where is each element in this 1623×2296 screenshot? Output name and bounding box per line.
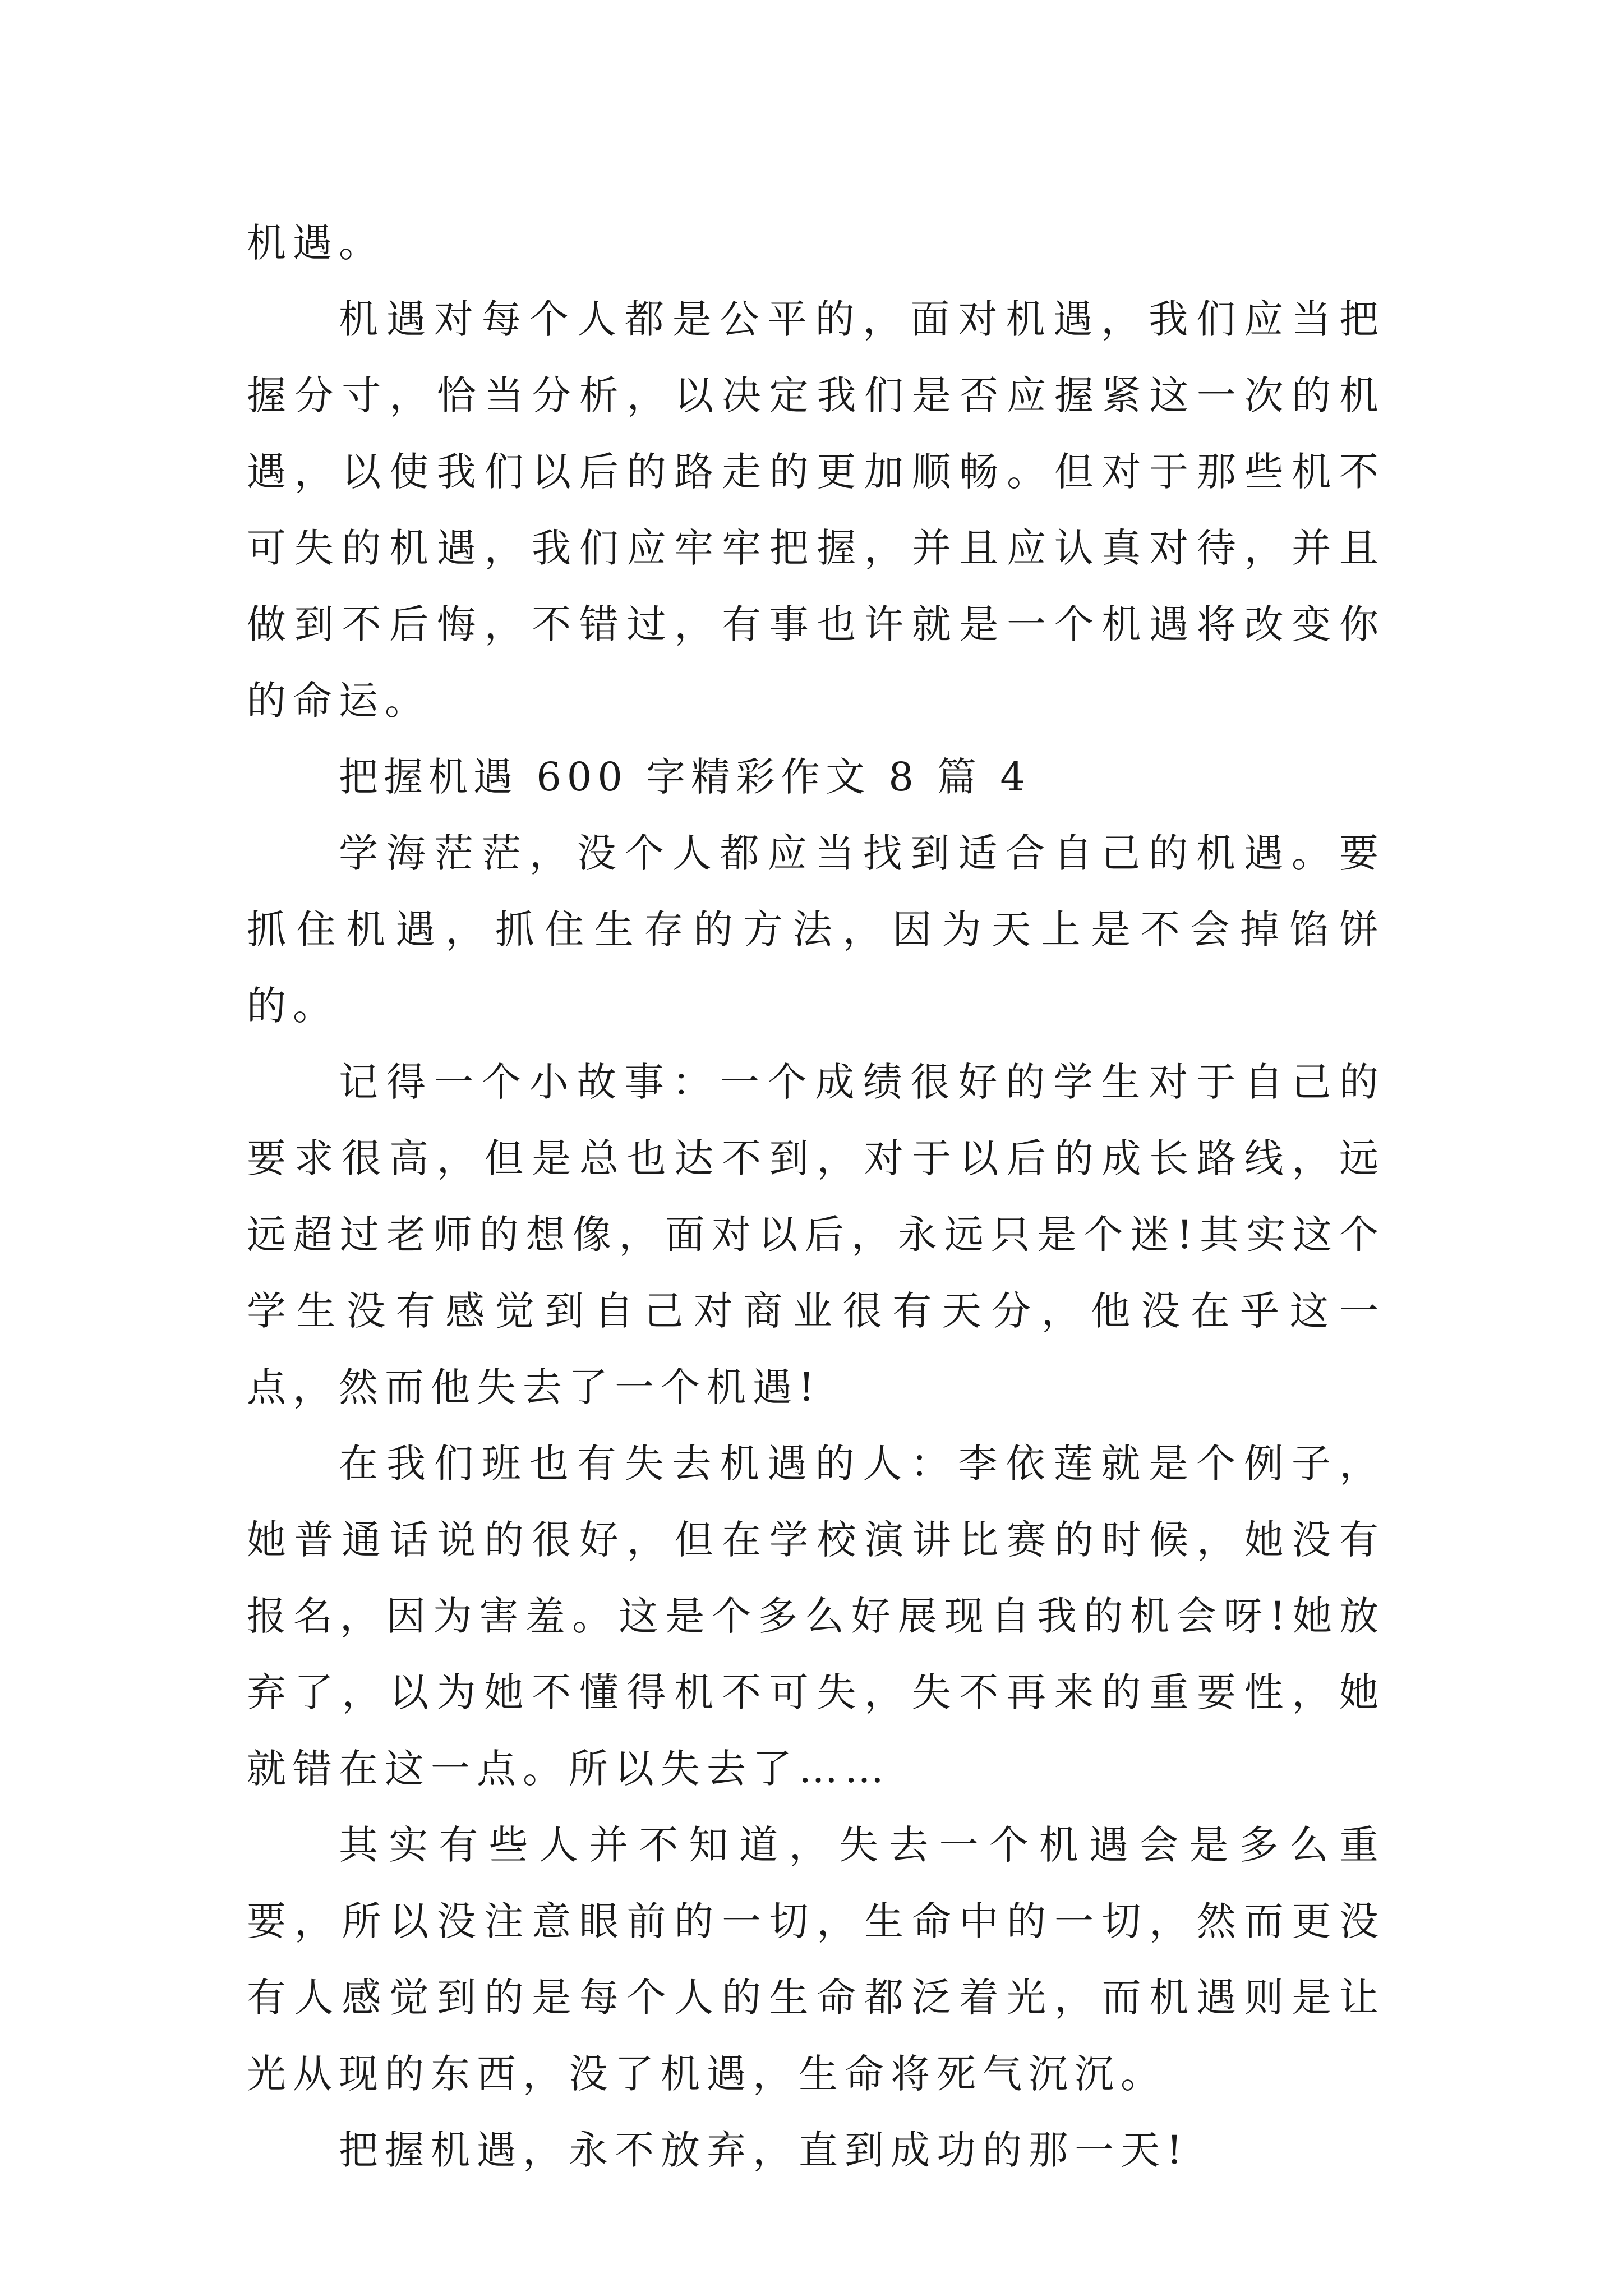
section-heading: 把握机遇 600 字精彩作文 8 篇 4 [339, 754, 1031, 800]
document-body [247, 205, 1385, 2188]
paragraph: 在我们班也有失去机遇的人：李依莲就是个例子，她普通话说的很好，但在学校演讲比赛的时候，她没有报名，因为害羞。这是个多么好展现自我的机会呀!她放弃了，以为她不懂得机不可失，失不再来的重要性，她就错在这一点。所以失去了…… [247, 1441, 1385, 1792]
paragraph: 记得一个小故事：一个成绩很好的学生对于自己的要求很高，但是总也达不到，对于以后的成长路线，远远超过老师的想像，面对以后，永远只是个迷!其实这个学生没有感觉到自己对商业很有天分，他没在乎这一点，然而他失去了一个机遇! [247, 1059, 1385, 1410]
paragraph: 机遇对每个人都是公平的，面对机遇，我们应当把握分寸，恰当分析，以决定我们是否应握紧这一次的机遇，以使我们以后的路走的更加顺畅。但对于那些机不可失的机遇，我们应牢牢把握，并且应认真对待，并且做到不后悔，不错过，有事也许就是一个机遇将改变你的命运。 [247, 296, 1385, 724]
paragraph: 其实有些人并不知道，失去一个机遇会是多么重要，所以没注意眼前的一切，生命中的一切，然而更没有人感觉到的是每个人的生命都泛着光，而机遇则是让光从现的东西，没了机遇，生命将死气沉沉。 [247, 1822, 1385, 2097]
paragraph-continuation: 机遇。 [247, 220, 385, 266]
paragraph: 把握机遇，永不放弃，直到成功的那一天! [339, 2127, 1189, 2173]
paragraph: 学海茫茫，没个人都应当找到适合自己的机遇。要抓住机遇，抓住生存的方法，因为天上是不会掉馅饼的。 [247, 830, 1385, 1029]
